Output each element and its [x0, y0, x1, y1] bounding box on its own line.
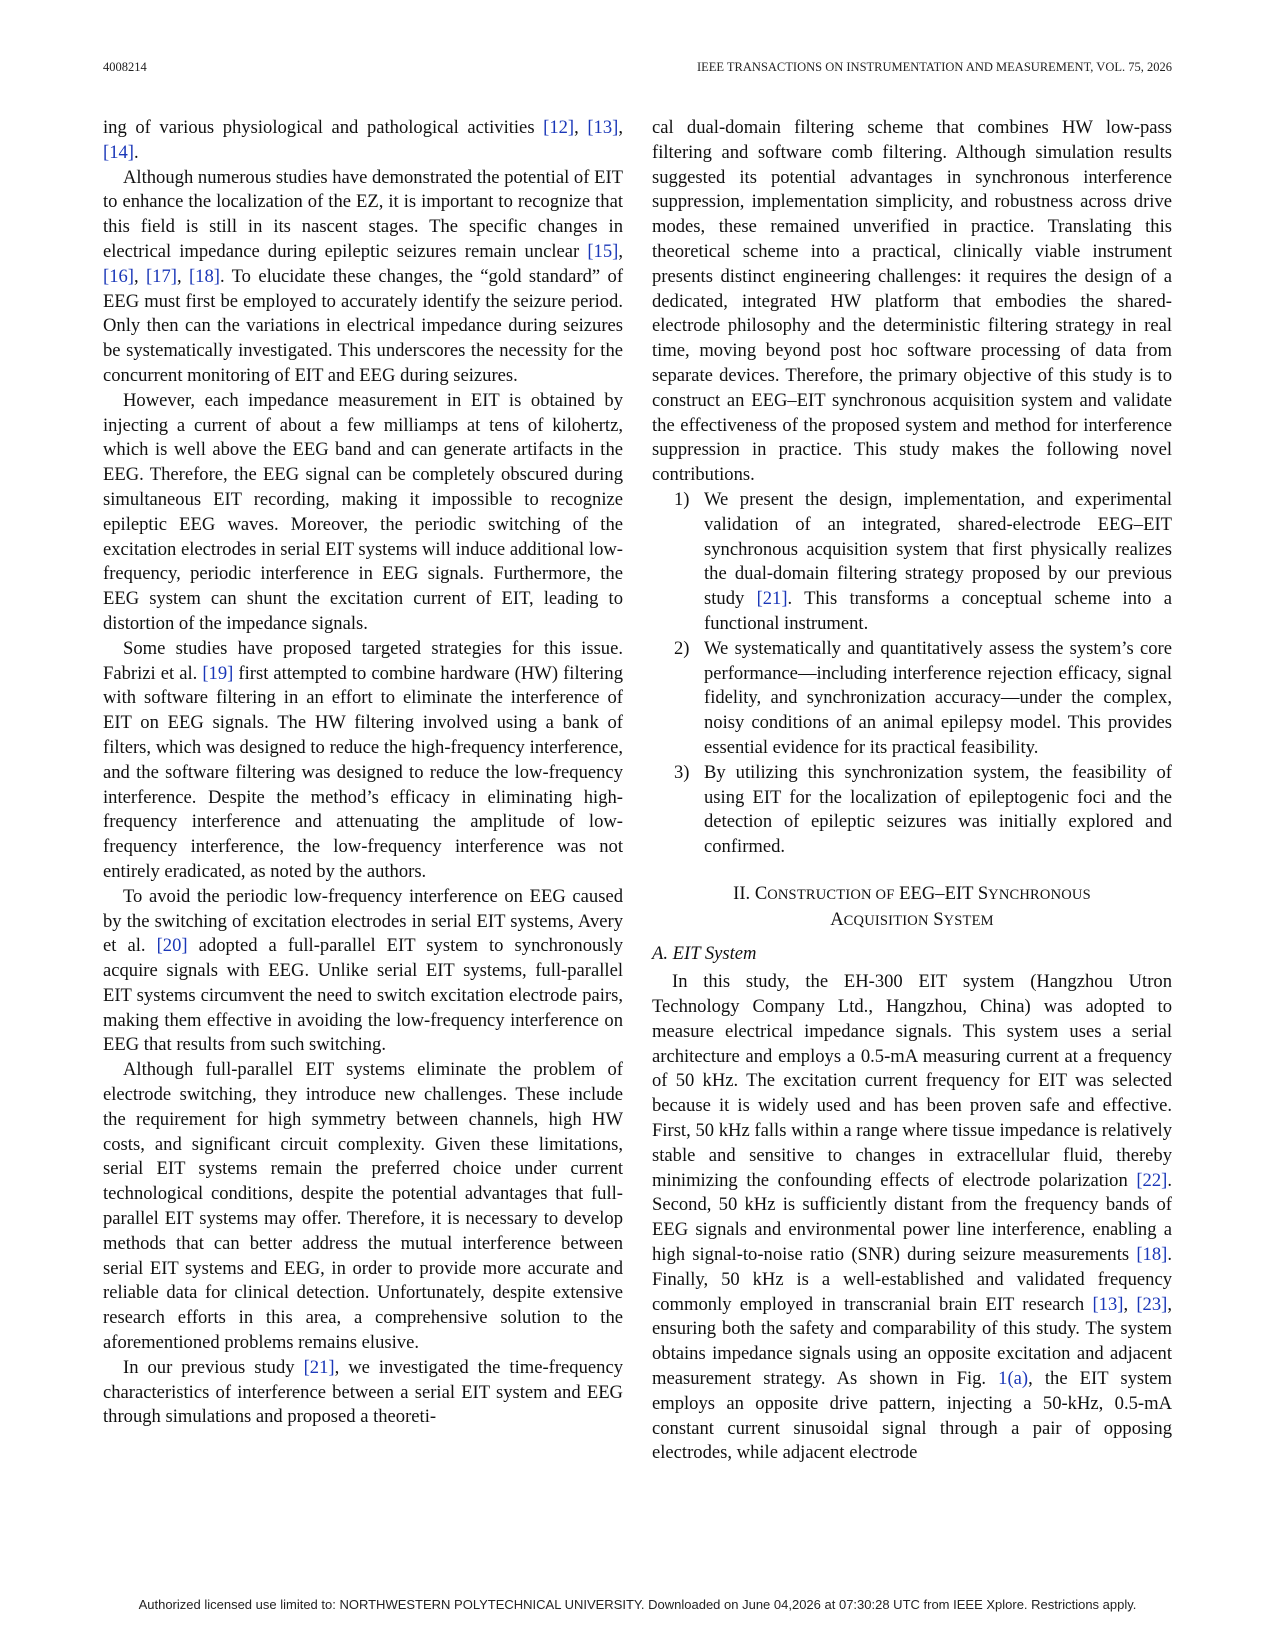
text-run: ,	[133, 265, 146, 287]
text-run: , the EIT system employs an opposite drive pattern, injecting a 50-kHz, 0.5-mA constant current sinusoidal signal through a pair of opposing electrodes, while adjacent electrode	[652, 1368, 1173, 1464]
citation-link[interactable]: [22]	[1136, 1169, 1168, 1191]
contributions-list	[652, 488, 1172, 860]
citation-link[interactable]: [13]	[587, 117, 619, 138]
list-item	[652, 488, 1172, 637]
running-header: IEEE TRANSACTIONS ON INSTRUMENTATION AND MEASUREMENT, VOL. 75, 2026	[696, 60, 1172, 74]
citation-link[interactable]: [12]	[543, 117, 575, 138]
citation-link[interactable]: [21]	[756, 588, 788, 610]
text-run: ing of various physiological and pathological activities	[103, 117, 544, 138]
list-item	[652, 761, 1172, 860]
license-footer: Authorized licensed use limited to: NORTHWESTERN POLYTECHNICAL UNIVERSITY. Downloaded on June 04,2026 at 07:30:28 UTC from IEEE Xplore. Restrictions apply.	[138, 1597, 1137, 1612]
text-run: EEG–EIT	[894, 882, 978, 904]
citation-link[interactable]: [14]	[103, 141, 134, 163]
citation-link[interactable]: [19]	[202, 662, 234, 684]
text-run: Although numerous studies have demonstrated the potential of EIT to enhance the localization of the EZ, it is important to recognize that this field is still in its nascent stages. The specific changes in electrical impedance during epileptic seizures remain unclear	[103, 166, 623, 262]
text-run: Some studies have proposed targeted strategies for this issue. Fabrizi et al.	[103, 637, 623, 684]
figure-link[interactable]: 1(a)	[998, 1368, 1029, 1390]
text-run: .	[133, 141, 139, 163]
text-run: first attempted to combine hardware (HW) filtering with software filtering in an effort to eliminate the interference of EIT on EEG signals. The HW filtering involved using a bank of filters, which was designed to reduce the high-frequency interference, and the software filtering was designed to reduce the low-frequency interference. Despite the method’s efficacy in eliminating high-frequency interference and attenuating the amplitude of low-frequency interference, the low-frequency interference was not entirely eradicated, as noted by the authors.	[103, 662, 623, 882]
section-heading	[652, 882, 1172, 934]
right-column	[652, 116, 1172, 1466]
paragraph	[103, 1356, 623, 1430]
list-number: 1)	[674, 488, 690, 510]
text-run: ,	[176, 265, 189, 287]
paragraph	[103, 116, 623, 166]
subsection-heading: A. EIT System	[652, 942, 757, 964]
list-number: 2)	[674, 637, 690, 659]
text-run: , we investigated the time-frequency characteristics of interference between a serial EIT system and EEG through simulations and proposed a theoreti-	[103, 1356, 623, 1428]
text-run: ,	[618, 117, 623, 138]
paragraph	[103, 166, 623, 389]
text-run: . To elucidate these changes, the “gold standard” of EEG must first be employed to accurately identify the seizure period. Only then can the variations in electrical impedance during seizures be systematically investigated. This underscores the necessity for the concurrent monitoring of EIT and EEG during seizures.	[103, 265, 624, 386]
text-run: YNCHRONOUS	[988, 886, 1091, 903]
text-run: A	[830, 908, 844, 930]
text-run: By utilizing this synchronization system, the feasibility of using EIT for the localization of epileptogenic foci and the detection of epileptic seizures was initially explored and confirmed.	[704, 761, 1172, 858]
text-run: . Finally, 50 kHz is a well-established and validated frequency commonly employed in transcranial brain EIT research	[652, 1244, 1172, 1315]
citation-link[interactable]: [23]	[1136, 1293, 1168, 1315]
text-run: We systematically and quantitatively assess the system’s core performance—including interference rejection efficacy, signal fidelity, and synchronization accuracy—under the complex, noisy conditions of an animal epilepsy model. This provides essential evidence for its practical feasibility.	[704, 637, 1172, 758]
text-run: ,	[1123, 1293, 1137, 1315]
text-run: To avoid the periodic low-frequency interference on EEG caused by the switching of excitation electrodes in serial EIT systems, Avery et al.	[103, 885, 623, 957]
text-run: YSTEM	[943, 912, 994, 929]
text-run: C	[754, 882, 768, 904]
text-run: , ensuring both the safety and comparability of this study. The system obtains impedance signals using an opposite excitation and adjacent measurement strategy. As shown in Fig.	[652, 1293, 1172, 1390]
text-run: . This transforms a conceptual scheme into a functional instrument.	[704, 588, 1172, 634]
left-column	[103, 116, 623, 1430]
text-run: CQUISITION	[843, 912, 929, 929]
text-run: adopted a full-parallel EIT system to synchronously acquire signals with EEG. Unlike serial EIT systems, full-parallel EIT systems circumvent the need to switch excitation electrode pairs, making them effective in avoiding the low-frequency interference on EEG that results from such switching.	[103, 935, 623, 1056]
citation-link[interactable]: [18]	[188, 265, 220, 287]
citation-link[interactable]: [15]	[587, 240, 619, 262]
section-numeral: II.	[733, 882, 755, 904]
text-run: ,	[574, 117, 588, 138]
citation-link[interactable]: [16]	[103, 265, 134, 287]
citation-link[interactable]: [18]	[1136, 1244, 1168, 1266]
text-run: We present the design, implementation, and experimental validation of an integrated, shared-electrode EEG–EIT synchronous acquisition system that first physically realizes the dual-domain filtering strategy proposed by our previous study	[704, 488, 1172, 610]
list-number: 3)	[674, 761, 690, 783]
paragraph: However, each impedance measurement in EIT is obtained by injecting a current of about a few milliamps at tens of kilohertz, which is well above the EEG band and can generate artifacts in the EEG. Therefore, the EEG signal can be completely obscured during simultaneous EIT recording, making it impossible to recognize epileptic EEG waves. Moreover, the periodic switching of the excitation electrodes in serial EIT systems will induce additional low-frequency, periodic interference in EEG signals. Furthermore, the EEG system can shunt the excitation current of EIT, leading to distortion of the impedance signals.	[103, 389, 623, 634]
citation-link[interactable]: [20]	[156, 935, 188, 957]
text-run: ,	[618, 240, 623, 262]
text-run: ONSTRUCTION OF	[767, 886, 895, 903]
text-run: . Second, 50 kHz is sufficiently distant from the frequency bands of EEG signals and environmental power line interference, enabling a high signal-to-noise ratio (SNR) during seizure measurements	[652, 1169, 1172, 1266]
paragraph: Although full-parallel EIT systems eliminate the problem of electrode switching, they introduce new challenges. These include the requirement for high symmetry between channels, high HW costs, and significant circuit complexity. Given these limitations, serial EIT systems remain the preferred choice under current technological conditions, despite the potential advantages that full-parallel EIT systems may offer. Therefore, it is necessary to develop methods that can better address the mutual interference between serial EIT systems and EEG, in order to provide more accurate and reliable data for clinical detection. Unfortunately, despite extensive research efforts in this area, a comprehensive solution to the aforementioned problems remains elusive.	[103, 1059, 623, 1354]
paragraph	[103, 885, 623, 1059]
citation-link[interactable]: [17]	[145, 265, 177, 287]
citation-link[interactable]: [13]	[1092, 1293, 1124, 1315]
paragraph: cal dual-domain filtering scheme that combines HW low-pass filtering and software comb filtering. Although simulation results suggested its potential advantages in synchronous interference suppression, implementation simplicity, and robustness across drive modes, these remained unverified in practice. Translating this theoretical scheme into a practical, clinically viable instrument presents distinct engineering challenges: it requires the design of a dedicated, integrated HW platform that embodies the shared-electrode philosophy and the deterministic filtering strategy in real time, moving beyond post hoc software processing of data from separate devices. Therefore, the primary objective of this study is to construct an EEG–EIT synchronous acquisition system and validate the effectiveness of the proposed system and method for interference suppression in practice. This study makes the following novel contributions.	[652, 117, 1172, 486]
text-run: In this study, the EH-300 EIT system (Hangzhou Utron Technology Company Ltd., Hangzhou, China) was adopted to measure electrical impedance signals. This system uses a serial architecture and employs a 0.5-mA measuring current at a frequency of 50 kHz. The excitation current frequency for EIT was selected because it is widely used and has been proven safe and effective. First, 50 kHz falls within a range where tissue impedance is relatively stable and sensitive to changes in extracellular fluid, thereby minimizing the confounding effects of electrode polarization	[652, 971, 1172, 1191]
text-run: S	[977, 882, 989, 904]
text-run: S	[933, 908, 944, 930]
paragraph	[103, 637, 623, 885]
text-run: In our previous study	[123, 1356, 304, 1378]
citation-link[interactable]: [21]	[303, 1356, 335, 1378]
paragraph	[652, 970, 1172, 1466]
list-item	[652, 637, 1172, 761]
page-number: 4008214	[103, 60, 147, 74]
